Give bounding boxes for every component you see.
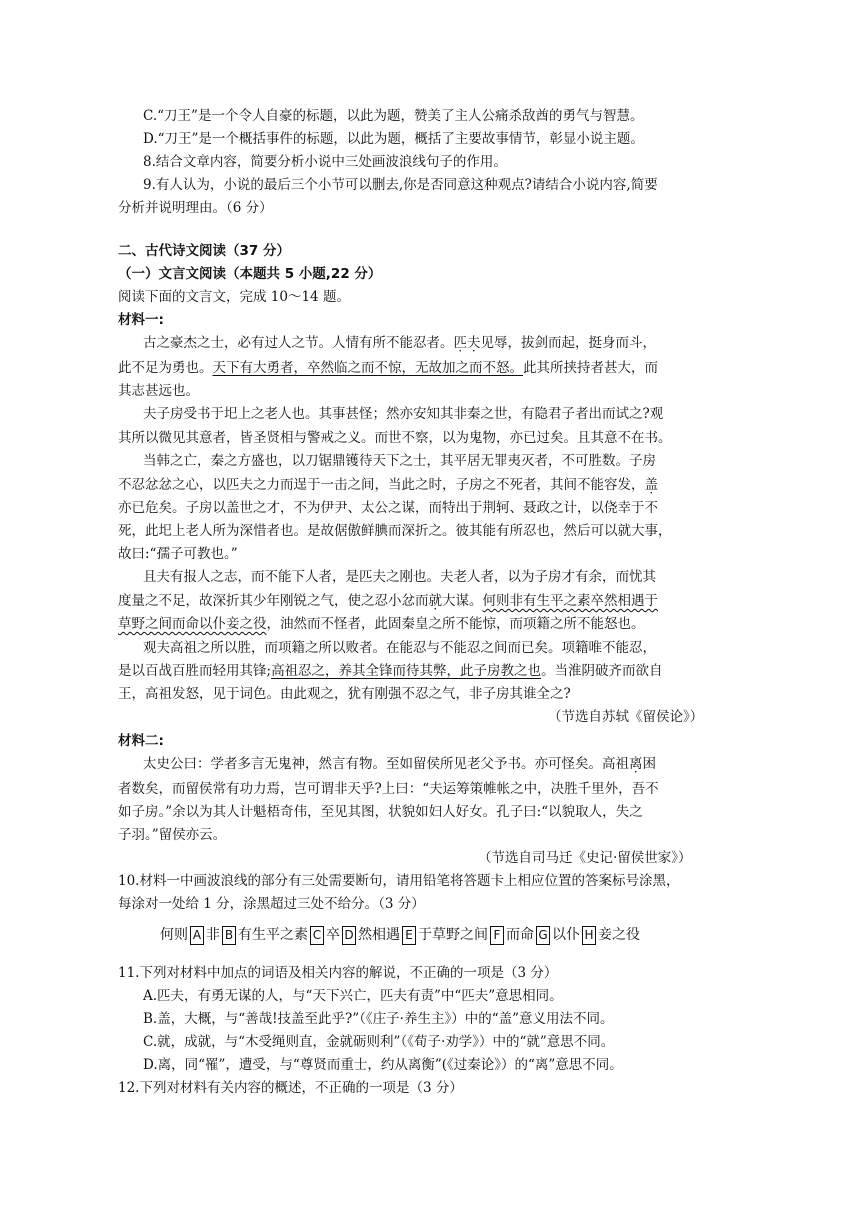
break-box-a[interactable]: A <box>190 926 204 945</box>
break-box-h[interactable]: H <box>582 926 596 945</box>
question-10-line2: 每涂对一处给 1 分，涂黑超过三处不给分。（3 分） <box>118 896 425 912</box>
dotted-word: 就 <box>428 593 442 609</box>
sentence-break-options: 何则 A 非 B 有生平之素 C 卒 D 然相遇 E 于草野之间 F 而命 G 以仆 H 妾之役 <box>160 927 640 943</box>
section-title: 二、古代诗文阅读（37 分） <box>118 243 290 259</box>
q11-option-d: D.离，同“罹”，遭受，与“尊贤而重士，约从离衡”(《过秦论》）的“离”意思不同。 <box>143 1057 623 1073</box>
dotted-word: 匹 <box>453 335 467 351</box>
m1-p4-line2: 度量之不足，故深折其少年刚锐之气，使之忍小忿而就大谋。何则非有生平之素卒然相遇于 <box>118 593 658 609</box>
underlined-sentence: 天下有大勇者，卒然临之而不惊，无故加之而不怒。 <box>212 360 523 376</box>
m1-p4-line1: 且夫有报人之志，而不能下人者，是匹夫之刚也。夫老人者，以为子房才有余，而忧其 <box>143 569 656 585</box>
break-box-d[interactable]: D <box>342 926 356 945</box>
question-10-line1: 10.材料一中画波浪线的部分有三处需要断句，请用铅笔将答题卡上相应位置的答案标号涂黑， <box>118 873 680 889</box>
underlined-sentence: 高祖忍之，养其全锋而待其弊，此子房教之也 <box>271 663 542 679</box>
m1-p3-line1: 当韩之亡，秦之方盛也，以刀锯鼎镬待天下之士，其平居无罪夷灭者，不可胜数。子房 <box>143 453 656 469</box>
option-c: C.“刀王”是一个令人自豪的标题，以此为题，赞美了主人公痛杀敌酋的勇气与智慧。 <box>143 108 644 124</box>
break-box-c[interactable]: C <box>310 926 324 945</box>
m2-p1-line1: 太史公曰：学者多言无鬼神，然言有物。至如留侯所见老父予书。亦可怪矣。高祖离困 <box>143 756 656 772</box>
m1-p5-line2: 是以百战百胜而轻用其锋;高祖忍之，养其全锋而待其弊，此子房教之也。当淮阴破齐而欲自 <box>118 663 663 679</box>
subsection-title: （一）文言文阅读（本题共 5 小题,22 分） <box>118 266 382 282</box>
question-12-stem: 12.下列对材料有关内容的概述，不正确的一项是（3 分） <box>118 1080 463 1096</box>
m1-p5-line3: 王，高祖发怒，见于词色。由此观之，犹有刚强不忍之气，非子房其谁全之? <box>118 686 571 702</box>
m1-p1-line2: 此不足为勇也。天下有大勇者，卒然临之而不惊，无故加之而不怒。此其所挟持者甚大，而 <box>118 360 658 376</box>
q11-option-a: A.匹夫，有勇无谋的人，与“天下兴亡，匹夫有责”中“匹夫”意思相同。 <box>143 988 563 1004</box>
material-2-label: 材料二: <box>118 733 164 749</box>
dotted-word: 离 <box>629 756 643 772</box>
question-9-line2: 分析并说明理由。（6 分） <box>118 200 273 216</box>
break-box-g[interactable]: G <box>536 926 550 945</box>
question-9-line1: 9.有人认为，小说的最后三个小节可以删去,你是否同意这种观点?请结合小说内容,简要 <box>143 177 658 193</box>
question-8: 8.结合文章内容，简要分析小说中三处画波浪线句子的作用。 <box>143 154 507 170</box>
m1-p2-line1: 夫子房受书于圯上之老人也。其事甚怪；然亦安知其非秦之世，有隐君子者出而试之?观 <box>143 406 664 422</box>
m2-p1-line3: 如子房。”余以为其人计魁梧奇伟，至见其图，状貌如妇人好女。孔子曰:“以貌取人，失之 <box>118 804 643 820</box>
question-11-stem: 11.下列对材料中加点的词语及相关内容的解说，不正确的一项是（3 分） <box>118 965 558 981</box>
q11-option-c: C.就，成就，与“木受绳则直，金就砺则利”（《荀子·劝学》）中的“就”意思不同。 <box>143 1034 615 1050</box>
m2-source: （节选自司马迁《史记·留侯世家》） <box>478 850 692 866</box>
m1-p4-line3: 草野之间而命以仆妾之役，油然而不怪者，此固秦皇之所不能惊，而项籍之所不能怒也。 <box>118 616 645 632</box>
m1-p2-line2: 其所以微见其意者，皆圣贤相与警戒之义。而世不察，以为鬼物，亦已过矣。且其意不在书。 <box>118 430 672 446</box>
break-box-e[interactable]: E <box>402 926 416 945</box>
m2-p1-line4: 子羽。”留侯亦云。 <box>118 827 227 843</box>
m1-p3-line2: 不忍忿忿之心，以匹夫之力而逞于一击之间，当此之时，子房之不死者，其间不能容发，盖 <box>118 477 658 493</box>
m2-p1-line2: 者数矣，而留侯常有功力焉，岂可谓非天乎?上曰：“夫运筹策帷帐之中，决胜千里外，吾不 <box>118 781 659 797</box>
option-d: D.“刀王”是一个概括事件的标题，以此为题，概括了主要故事情节，彰显小说主题。 <box>143 131 644 147</box>
m1-source: （节选自苏轼《留侯论》） <box>548 709 704 725</box>
q11-option-b: B.盖，大概，与“善哉!技盖至此乎?”（《庄子·养生主》）中的“盖”意义用法不同。 <box>143 1011 614 1027</box>
m1-p1-line1: 古之豪杰之士，必有过人之节。人情有所不能忍者。匹夫见辱，拔剑而起，挺身而斗， <box>143 335 656 351</box>
break-box-b[interactable]: B <box>222 926 236 945</box>
dotted-word: 夫 <box>467 335 481 351</box>
m1-p1-line3: 其志甚远也。 <box>118 383 199 399</box>
break-box-f[interactable]: F <box>490 926 504 945</box>
m1-p5-line1: 观夫高祖之所以胜，而项籍之所以败者。在能忍与不能忍之间而已矣。项籍唯不能忍， <box>143 640 656 656</box>
instruction: 阅读下面的文言文，完成 10～14 题。 <box>118 289 350 305</box>
m1-p3-line4: 死，此圯上老人所为深惜者也。是故倨傲鲜腆而深折之。彼其能有所忍也，然后可以就大事， <box>118 523 672 539</box>
m1-p3-line3: 亦已危矣。子房以盖世之才，不为伊尹、太公之谋，而特出于荆轲、聂政之计，以侥幸于不 <box>118 500 658 516</box>
m1-p3-line5: 故曰:“孺子可教也。” <box>118 546 238 562</box>
material-1-label: 材料一: <box>118 312 164 328</box>
wavy-underline: 草野之间而命以仆妾之役 <box>118 616 267 632</box>
dotted-word: 盖 <box>644 477 658 493</box>
wavy-underline: 何则非有生平之素卒然相遇于 <box>482 593 658 609</box>
